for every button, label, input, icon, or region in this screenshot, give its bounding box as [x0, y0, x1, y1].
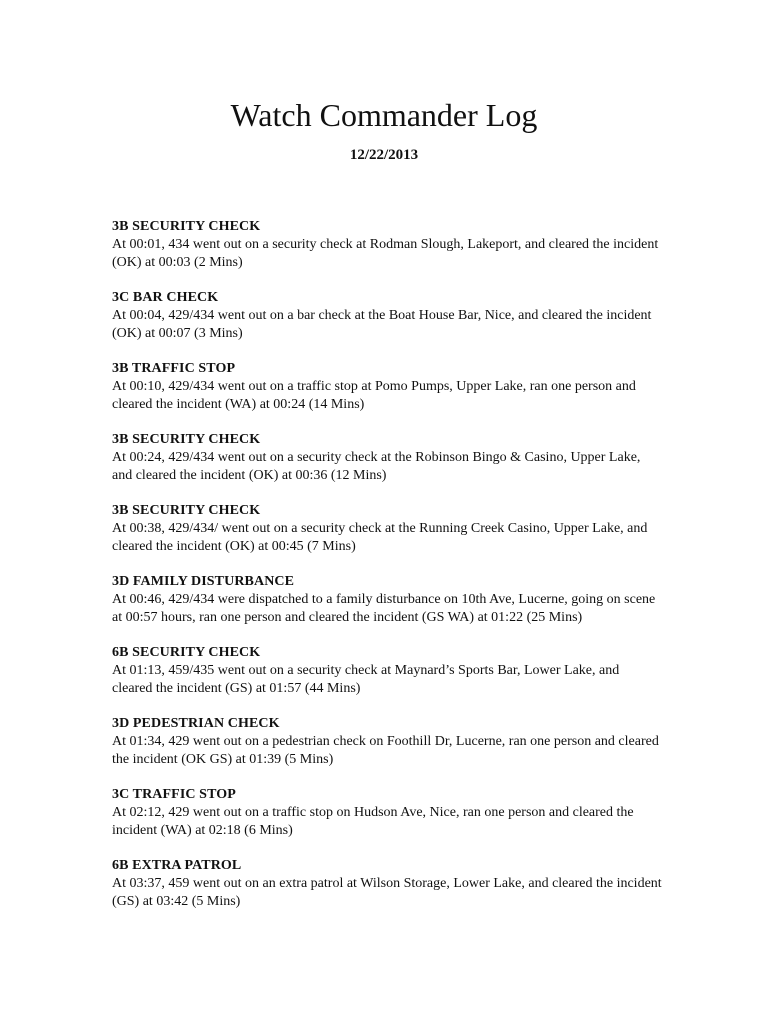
entry-heading: 3B SECURITY CHECK — [112, 219, 261, 234]
entry-text: At 00:01, 434 went out on a security check at Rodman Slough, Lakeport, and cleared the incident (OK) at 00:03 (2 Mins) — [112, 237, 659, 270]
entry-heading: 3D FAMILY DISTURBANCE — [112, 574, 295, 589]
entry-heading: 3D PEDESTRIAN CHECK — [112, 716, 280, 731]
log-entry — [112, 431, 662, 485]
entry-heading: 3B SECURITY CHECK — [112, 432, 261, 447]
entry-text: At 00:04, 429/434 went out on a bar check at the Boat House Bar, Nice, and cleared the incident (OK) at 00:07 (3 Mins) — [112, 308, 652, 341]
entry-heading: 6B EXTRA PATROL — [112, 858, 242, 873]
entry-text: At 01:34, 429 went out on a pedestrian check on Foothill Dr, Lucerne, ran one person and cleared the incident (OK GS) at 01:39 (5 Mins) — [112, 734, 659, 767]
entry-text: At 01:13, 459/435 went out on a security check at Maynard’s Sports Bar, Lower Lake, and cleared the incident (GS) at 01:57 (44 Mins) — [112, 663, 620, 696]
document-title: Watch Commander Log — [230, 97, 538, 133]
entry-text: At 03:37, 459 went out on an extra patrol at Wilson Storage, Lower Lake, and cleared the incident (GS) at 03:42 (5 Mins) — [112, 876, 662, 909]
log-entry — [112, 644, 662, 698]
log-date: 12/22/2013 — [349, 147, 419, 163]
log-entry — [112, 857, 662, 911]
log-entry — [112, 786, 662, 840]
log-entry — [112, 360, 662, 414]
log-entry — [112, 715, 662, 769]
entry-heading: 3C BAR CHECK — [112, 290, 219, 305]
entry-text: At 00:24, 429/434 went out on a security check at the Robinson Bingo & Casino, Upper Lake, and cleared the incident (OK) at 00:36 (12 Mins) — [112, 450, 641, 483]
entry-text: At 00:10, 429/434 went out on a traffic stop at Pomo Pumps, Upper Lake, ran one person and cleared the incident (WA) at 00:24 (14 Mins) — [112, 379, 636, 412]
entry-text: At 02:12, 429 went out on a traffic stop on Hudson Ave, Nice, ran one person and cleared the incident (WA) at 02:18 (6 Mins) — [112, 805, 634, 838]
entry-heading: 6B SECURITY CHECK — [112, 645, 261, 660]
log-entry — [112, 502, 662, 556]
log-entry — [112, 573, 662, 627]
entry-text: At 00:46, 429/434 were dispatched to a family disturbance on 10th Ave, Lucerne, going on scene at 00:57 hours, ran one person and cleared the incident (GS WA) at 01:22 (25 Mins) — [112, 592, 656, 625]
log-entry — [112, 289, 662, 343]
log-entries — [112, 218, 662, 928]
entry-text: At 00:38, 429/434/ went out on a security check at the Running Creek Casino, Upper Lake, and cleared the incident (OK) at 00:45 (7 Mins) — [112, 521, 648, 554]
entry-heading: 3B TRAFFIC STOP — [112, 361, 236, 376]
entry-heading: 3C TRAFFIC STOP — [112, 787, 236, 802]
entry-heading: 3B SECURITY CHECK — [112, 503, 261, 518]
log-entry — [112, 218, 662, 272]
